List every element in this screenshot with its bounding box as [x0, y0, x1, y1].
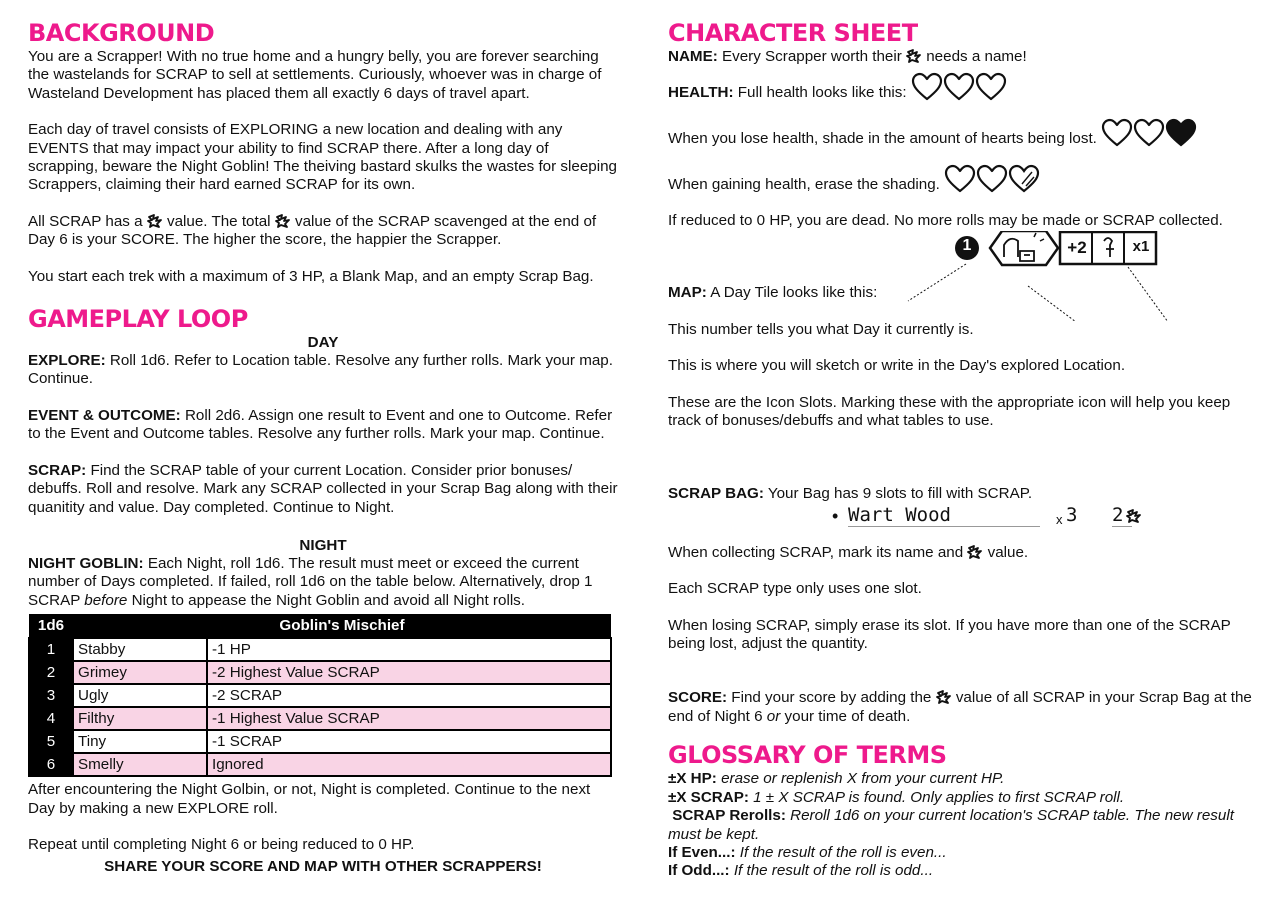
table-row	[29, 638, 611, 661]
table-row	[29, 684, 611, 707]
day-number-text: 1	[962, 236, 972, 254]
example-scrap-name: Wart Wood	[848, 504, 1040, 527]
roll-number: 6	[29, 753, 73, 776]
damaged-hearts	[1101, 118, 1197, 160]
background-paragraph-4: You start each trek with a maximum of 3 HP, a Blank Map, and an empty Scrap Bag.	[28, 267, 594, 285]
heart-icon	[943, 72, 975, 102]
mischief-effect: -2 SCRAP	[207, 684, 611, 707]
mischief-effect: -1 SCRAP	[207, 730, 611, 753]
day-number-explanation: This number tells you what Day it currently is.	[668, 320, 974, 338]
roll-number: 2	[29, 661, 73, 684]
mischief-name: Ugly	[73, 684, 207, 707]
day-heading: DAY	[307, 334, 339, 352]
scrap-icon	[967, 545, 983, 559]
map-rule: MAP: A Day Tile looks like this:	[668, 283, 878, 301]
heart-icon	[975, 72, 1007, 102]
table-row	[29, 707, 611, 730]
mischief-effect: -1 Highest Value SCRAP	[207, 707, 611, 730]
goblin-mischief-table	[28, 614, 612, 777]
heart-icon	[1133, 118, 1165, 148]
mischief-effect: -1 HP	[207, 638, 611, 661]
bonus-slot-text: +2	[1067, 237, 1087, 257]
scrap-icon	[936, 690, 952, 704]
gameplay-heading: GAMEPLAY LOOP	[28, 305, 248, 334]
health-rule: HEALTH: Full health looks like this:	[668, 72, 1258, 114]
repeat-text: Repeat until completing Night 6 or being reduced to 0 HP.	[28, 835, 415, 853]
losing-scrap-rule: When losing SCRAP, simply erase its slot. If you have more than one of the SCRAP being lost, adjust the quantity.	[668, 616, 1231, 653]
gain-health-rule: When gaining health, erase the shading.	[668, 164, 1258, 206]
heart-icon	[1101, 118, 1133, 148]
table-row	[29, 661, 611, 684]
example-value: 2	[1112, 504, 1132, 527]
heart-icon	[944, 164, 976, 194]
left-column	[28, 18, 618, 876]
glossary-even: If Even...: If the result of the roll is even...	[668, 843, 947, 861]
scrap-icon	[906, 49, 922, 63]
glossary-rerolls: SCRAP Rerolls: Reroll 1d6 on your current location's SCRAP table. The new result must be kept.	[668, 807, 1234, 843]
scrap-icon	[147, 214, 163, 228]
table-header-roll: 1d6	[29, 614, 73, 638]
map-section	[668, 231, 1258, 321]
mischief-name: Filthy	[73, 707, 207, 730]
erased-heart-icon	[1008, 164, 1040, 194]
slot-rule: Each SCRAP type only uses one slot.	[668, 580, 922, 598]
heart-icon	[911, 72, 943, 102]
scrap-bag-rule: SCRAP BAG: Your Bag has 9 slots to fill with SCRAP.	[668, 485, 1033, 503]
scrap-icon	[275, 214, 291, 228]
healing-hearts	[944, 164, 1040, 206]
table-header-mischief: Goblin's Mischief	[73, 614, 611, 638]
background-paragraph-1: You are a Scrapper! With no true home and a hungry belly, you are forever searching the wastelands for SCRAP to sell at settlements. Curiously, whoever was in charge of Wasteland Development has placed them all exactly 6 days of travel apart.	[28, 48, 602, 102]
mischief-effect: Ignored	[207, 753, 611, 776]
zero-hp-rule: If reduced to 0 HP, you are dead. No more rolls may be made or SCRAP collected.	[668, 212, 1223, 230]
background-paragraph-2: Each day of travel consists of EXPLORING a new location and dealing with any EVENTS that may impact your ability to find SCRAP there. After a long day of scrapping, beware the Night Goblin! The theiving bastard skulks the wastes for sleeping Scrappers, claiming their hard earned SCRAP for its own.	[28, 121, 617, 194]
example-x: x	[1056, 511, 1063, 527]
character-sheet-heading: CHARACTER SHEET	[668, 19, 918, 47]
scrap-bag-example: • Wart Wood x 3 2	[668, 504, 1258, 530]
roll-number: 1	[29, 638, 73, 661]
icon-slots-explanation: These are the Icon Slots. Marking these with the appropriate icon will help you keep track of bonuses/debuffs and what tables to use.	[668, 393, 1231, 430]
shaded-heart-icon	[1165, 118, 1197, 148]
event-rule: EVENT & OUTCOME: Roll 2d6. Assign one result to Event and one to Outcome. Refer to the Event and Outcome tables. Resolve any further rolls. Mark your map. Continue.	[28, 406, 613, 443]
background-paragraph-3: All SCRAP has a value. The total value of the SCRAP scavenged at the end of Day 6 is your SCORE. The higher the score, the happier the Scrapper.	[28, 212, 597, 249]
full-hearts	[911, 72, 1007, 114]
example-quantity: 3	[1066, 503, 1078, 526]
scrap-icon	[1126, 509, 1142, 523]
glossary-scrap: ±X SCRAP: 1 ± X SCRAP is found. Only applies to first SCRAP roll.	[668, 788, 1125, 806]
multiplier-slot-text: x1	[1132, 237, 1150, 255]
night-heading: NIGHT	[299, 536, 347, 554]
collect-rule: When collecting SCRAP, mark its name and value.	[668, 543, 1029, 561]
scrap-rule: SCRAP: Find the SCRAP table of your current Location. Consider prior bonuses/ debuffs. Roll and resolve. Mark any SCRAP collected in your Scrap Bag along with their quanitity and value. Day completed. Continue to Night.	[28, 461, 618, 516]
after-night-text: After encountering the Night Golbin, or not, Night is completed. Continue to the next Day by making a new EXPLORE roll.	[28, 781, 591, 817]
score-rule: SCORE: Find your score by adding the value of all SCRAP in your Scrap Bag at the end of Night 6 or your time of death.	[668, 689, 1252, 725]
roll-number: 4	[29, 707, 73, 730]
right-column	[668, 18, 1258, 881]
mischief-name: Tiny	[73, 730, 207, 753]
hex-tile	[990, 231, 1058, 265]
mischief-name: Smelly	[73, 753, 207, 776]
roll-number: 5	[29, 730, 73, 753]
explore-rule: EXPLORE: Roll 1d6. Refer to Location table. Resolve any further rolls. Mark your map. Continue.	[28, 352, 613, 388]
background-heading: BACKGROUND	[28, 19, 215, 47]
sketch-explanation: This is where you will sketch or write in the Day's explored Location.	[668, 357, 1126, 375]
table-row	[29, 753, 611, 776]
mischief-name: Stabby	[73, 638, 207, 661]
lose-health-rule: When you lose health, shade in the amount of hearts being lost.	[668, 118, 1258, 160]
roll-number: 3	[29, 684, 73, 707]
heart-icon	[976, 164, 1008, 194]
glossary-odd: If Odd...: If the result of the roll is odd...	[668, 862, 934, 880]
name-rule: NAME: Every Scrapper worth their needs a name!	[668, 48, 1027, 65]
mischief-name: Grimey	[73, 661, 207, 684]
glossary-hp: ±X HP: erase or replenish X from your current HP.	[668, 770, 1005, 788]
glossary-heading: GLOSSARY OF TERMS	[668, 741, 947, 770]
mischief-effect: -2 Highest Value SCRAP	[207, 661, 611, 684]
night-goblin-rule: NIGHT GOBLIN: Each Night, roll 1d6. The result must meet or exceed the current number of Days completed. If failed, roll 1d6 on the table below. Alternatively, drop 1 SCRAP before Night to appease the Night Goblin and avoid all Night rolls.	[28, 554, 593, 609]
share-callout: SHARE YOUR SCORE AND MAP WITH OTHER SCRAPPERS!	[104, 858, 542, 876]
table-row	[29, 730, 611, 753]
